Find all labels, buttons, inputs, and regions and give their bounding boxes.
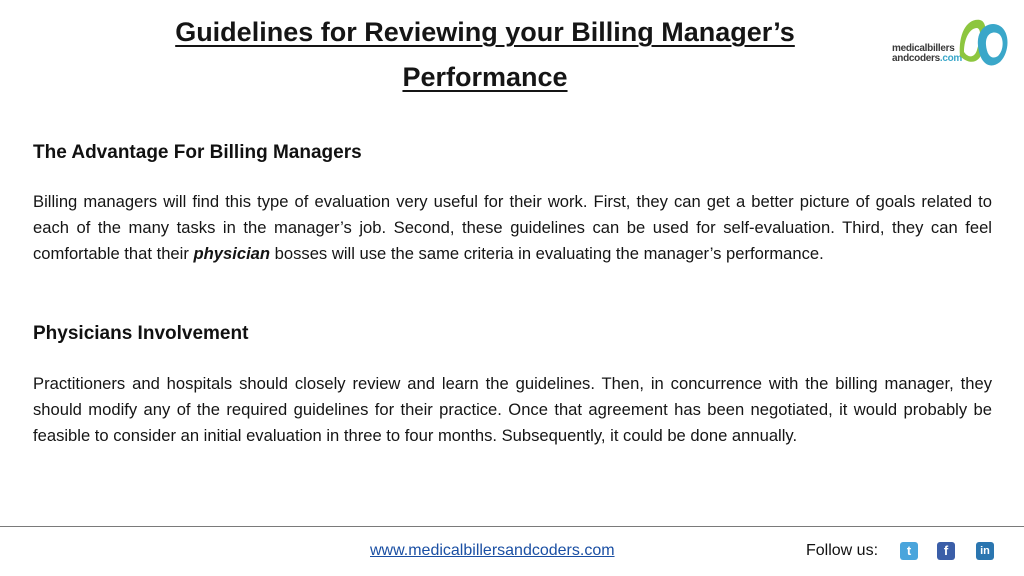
- logo-text-sub: andcoders: [892, 53, 940, 64]
- facebook-icon[interactable]: f: [937, 542, 955, 560]
- website-link[interactable]: www.medicalbillersandcoders.com: [370, 542, 615, 559]
- section-body-advantage-emphasis: physician: [193, 244, 271, 263]
- section-body-physicians: Practitioners and hospitals should closely review and learn the guidelines. Then, in concurrence with the billing manager, they should modify any of the required guidelines for their practice. Once that agreement has been negotiated, it would probably be feasible to consider an initial evaluation in three to four months. Subsequently, it could be done annually.: [33, 374, 992, 445]
- follow-us-label: Follow us:: [806, 542, 879, 559]
- page-title: [140, 10, 830, 100]
- logo-mark-icon: [952, 12, 1012, 72]
- logo-text-main: medicalbillers: [892, 43, 955, 54]
- section-heading-advantage: The Advantage For Billing Managers: [33, 142, 362, 163]
- linkedin-icon[interactable]: in: [976, 542, 994, 560]
- section-body-advantage-before: Billing managers will find this type of evaluation very useful for their work. First, they can get a better picture of goals related to each of the many tasks in the manager’s job. Second, these guidelines can be used for self-evaluation. Third, they can feel comfortable that their: [33, 192, 992, 263]
- page-title-text: Guidelines for Reviewing your Billing Manager’s Performance: [175, 17, 795, 92]
- section-body-advantage: [33, 189, 992, 267]
- logo-text-suffix: .com: [939, 53, 963, 64]
- section-heading-physicians: Physicians Involvement: [33, 323, 249, 344]
- twitter-icon[interactable]: t: [900, 542, 918, 560]
- section-body-advantage-after: bosses will use the same criteria in evaluating the manager’s performance.: [270, 244, 824, 263]
- footer-divider: [0, 526, 1024, 527]
- company-logo[interactable]: [892, 12, 1014, 72]
